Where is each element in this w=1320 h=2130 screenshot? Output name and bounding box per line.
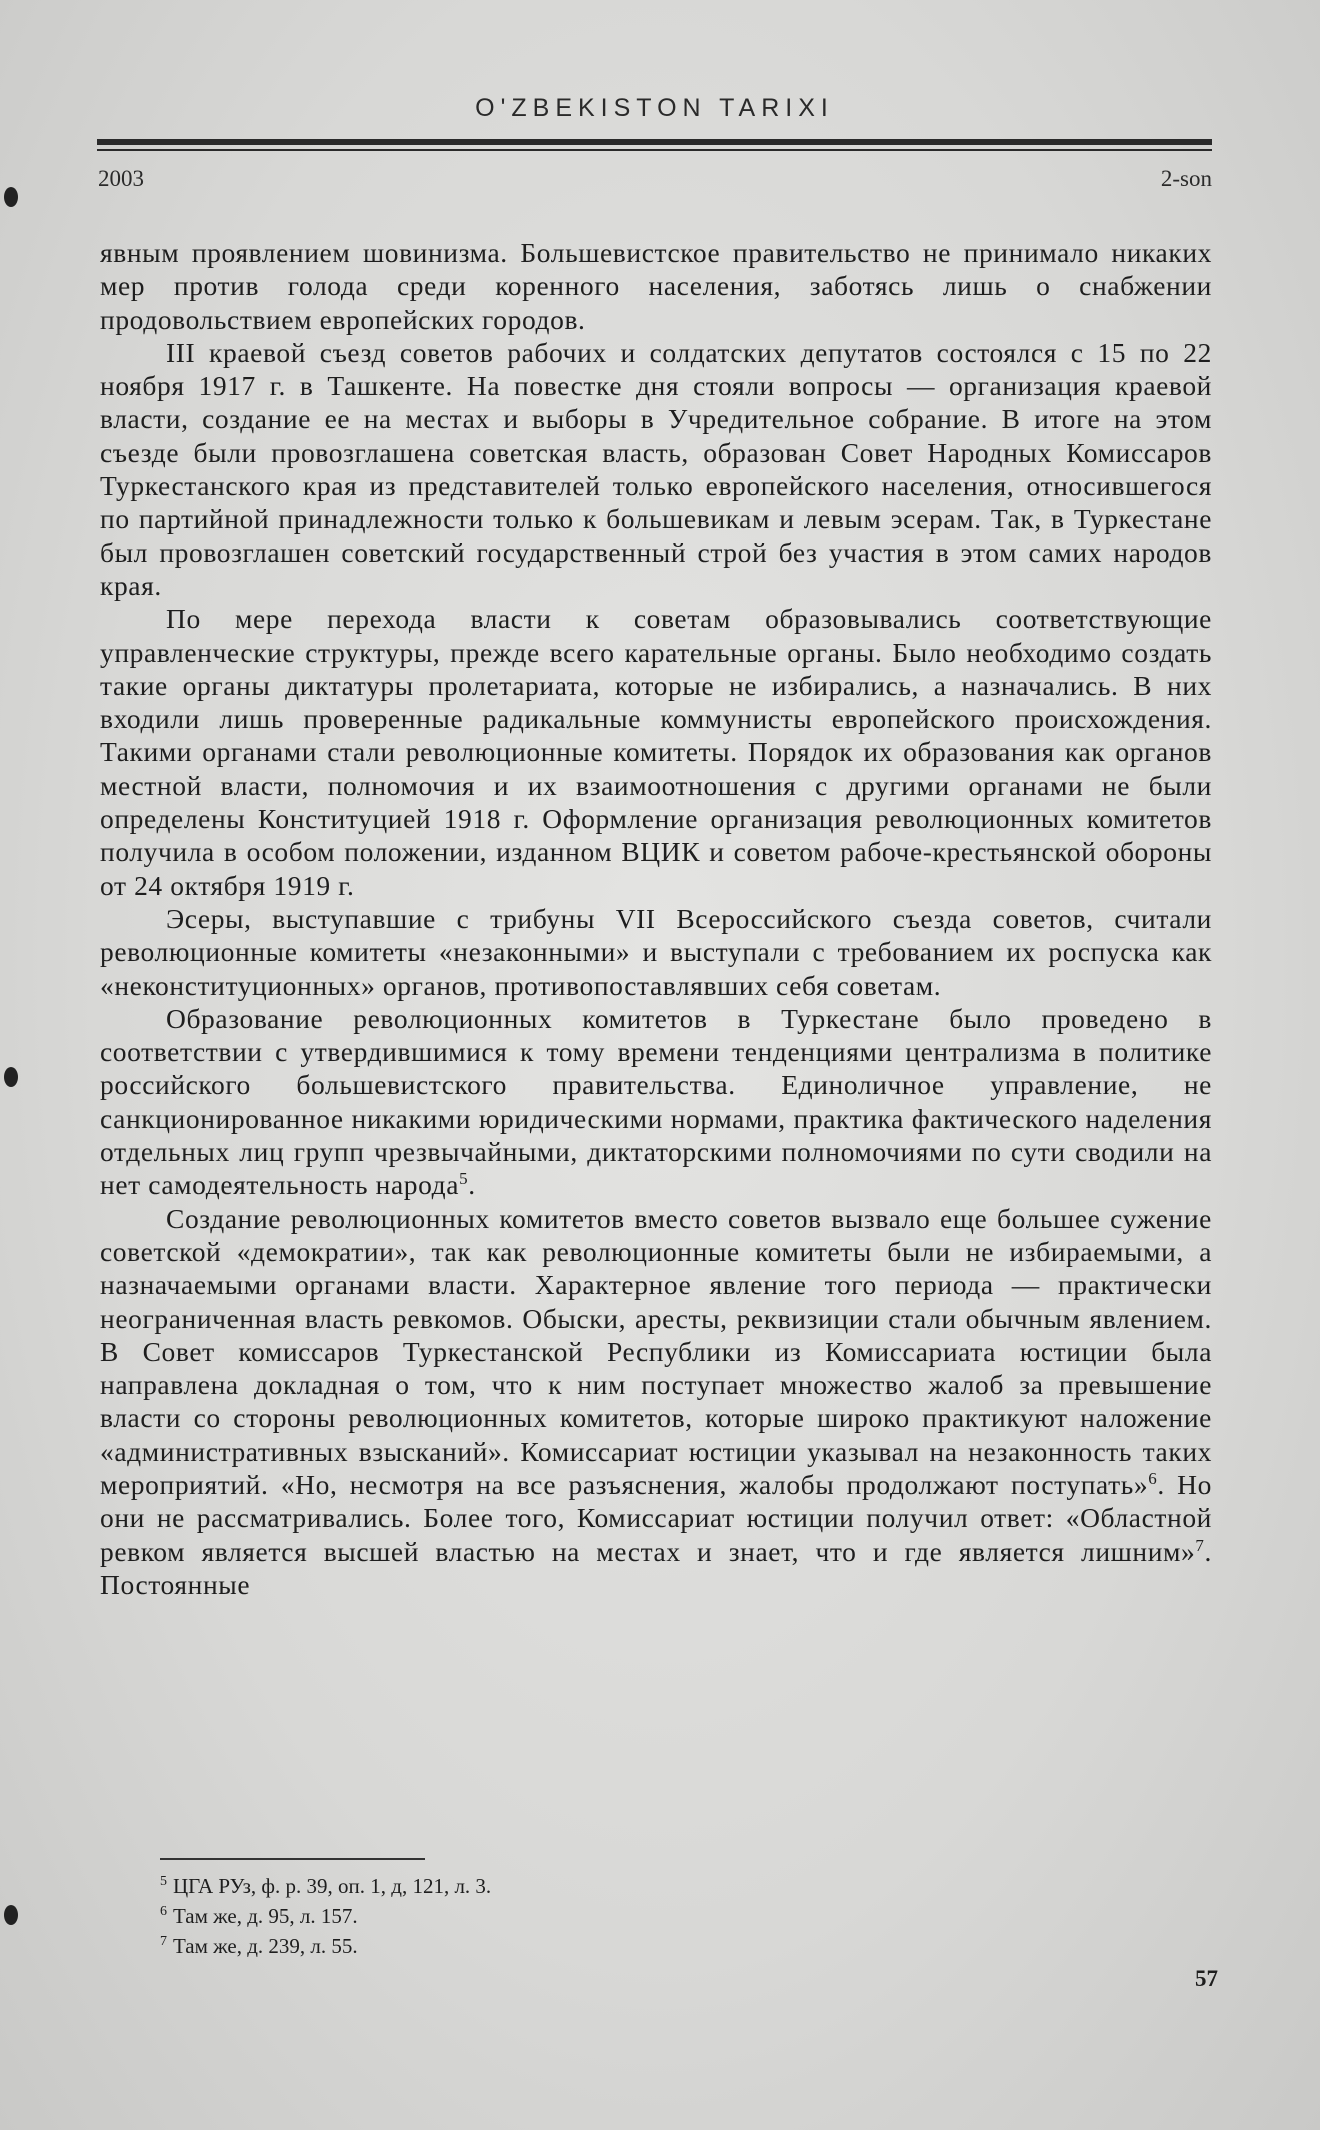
header-rule-thick [97, 139, 1212, 145]
paragraph-text: Эсеры, выступавшие с трибуны VII Всероссийского съезда советов, считали революционные комитеты «незаконными» и выступали с требованием их роспуска как «неконституционных» органов, противопоставлявших себя советам. [100, 902, 1212, 1001]
footnote-reference: 5 [459, 1169, 469, 1189]
footnote-separator [160, 1858, 425, 1860]
footnote-text: Там же, д. 95, л. 157. [173, 1904, 358, 1928]
paragraph [100, 1002, 1212, 1202]
paragraph-text: По мере перехода власти к советам образовывались соответствующие управленческие структуры, прежде всего карательные органы. Было необходимо создать такие органы диктатуры пролетариата, которые не избирались, а назначались. В них входили лишь проверенные радикальные коммунисты европейского происхождения. Такими органами стали революционные комитеты. Порядок их образования как органов местной власти, полномочия и их взаимоотношения с другими органами не были определены Конституцией 1918 г. Оформление организация революционных комитетов получила в особом положении, изданном ВЦИК и советом рабоче-крестьянской обороны от 24 октября 1919 г. [100, 603, 1212, 901]
footnotes [160, 1869, 1060, 1959]
paragraph [100, 336, 1212, 602]
punch-hole [4, 1905, 18, 1925]
footnote [160, 1929, 1060, 1959]
footnote-mark: 7 [160, 1934, 167, 1949]
footnote-reference: 7 [1195, 1535, 1205, 1555]
footnote [160, 1899, 1060, 1929]
paragraph-text: явным проявлением шовинизма. Большевистское правительство не принимало никаких мер против голода среди коренного населения, заботясь лишь о снабжении продовольствием европейских городов. [100, 237, 1212, 335]
page-number: 57 [1195, 1966, 1218, 1991]
paragraph [100, 902, 1212, 1002]
paragraph [100, 602, 1212, 902]
paragraph [100, 1202, 1212, 1602]
punch-hole [4, 187, 18, 207]
paragraph-text: Образование революционных комитетов в Туркестане было проведено в соответствии с утвердившимися к тому времени тенденциями централизма в политике российского большевистского правительства. Единоличное управление, не санкционированное никакими юридическими нормами, практика фактического наделения отдельных лиц групп чрезвычайными, диктаторскими полномочиями по сути сводили на нет самодеятельность народа [100, 1002, 1212, 1201]
footnote-mark: 5 [160, 1874, 167, 1889]
paragraph-text: . [468, 1169, 476, 1201]
paragraph-text: . Но они не рассматривались. Более того, Комиссариат юстиции получил ответ: «Областной ревком является высшей властью на местах и знает, что и где является лишним» [100, 1468, 1212, 1567]
header-rule-thin [97, 149, 1212, 151]
footnote-reference: 6 [1148, 1468, 1158, 1488]
issue-year: 2003 [98, 166, 144, 191]
paragraph-text: . Постоянные [100, 1535, 1212, 1600]
issue-number: 2-son [1160, 166, 1212, 191]
paragraph-text: Создание революционных комитетов вместо советов вызвало еще большее сужение советской «демократии», так как революционные комитеты были не избираемыми, а назначаемыми органами власти. Характерное явление того периода — практически неограниченная власть ревкомов. Обыски, аресты, реквизиции стали обычным явлением. В Совет комиссаров Туркестанской Республики из Комиссариата юстиции была направлена докладная о том, что к ним поступает множество жалоб за превышение власти со стороны революционных комитетов, которые широко практикуют наложение «административных взысканий». Комиссариат юстиции указывал на незаконность таких мероприятий. «Но, несмотря на все разъяснения, жалобы продолжают поступать» [100, 1202, 1212, 1500]
paragraph-text: III краевой съезд советов рабочих и солдатских депутатов состоялся с 15 по 22 ноября 1917 г. в Ташкенте. На повестке дня стояли вопросы — организация краевой власти, создание ее на местах и выборы в Учредительное собрание. В итоге на этом съезде были провозглашена советская власть, образован Совет Народных Комиссаров Туркестанского края из представителей только европейского населения, относившегося по партийной принадлежности только к большевикам и левым эсерам. Так, в Туркестане был провозглашен советский государственный строй без участия в этом самих народов края. [100, 336, 1212, 601]
footnote-mark: 6 [160, 1904, 167, 1919]
journal-title: O'ZBEKISTON TARIXI [475, 94, 834, 122]
footnote [160, 1869, 1060, 1899]
punch-hole [4, 1067, 18, 1087]
footnote-text: ЦГА РУз, ф. р. 39, оп. 1, д, 121, л. 3. [173, 1874, 492, 1898]
footnote-text: Там же, д. 239, л. 55. [173, 1934, 358, 1958]
paragraph [100, 236, 1212, 336]
article-body [100, 236, 1212, 1601]
